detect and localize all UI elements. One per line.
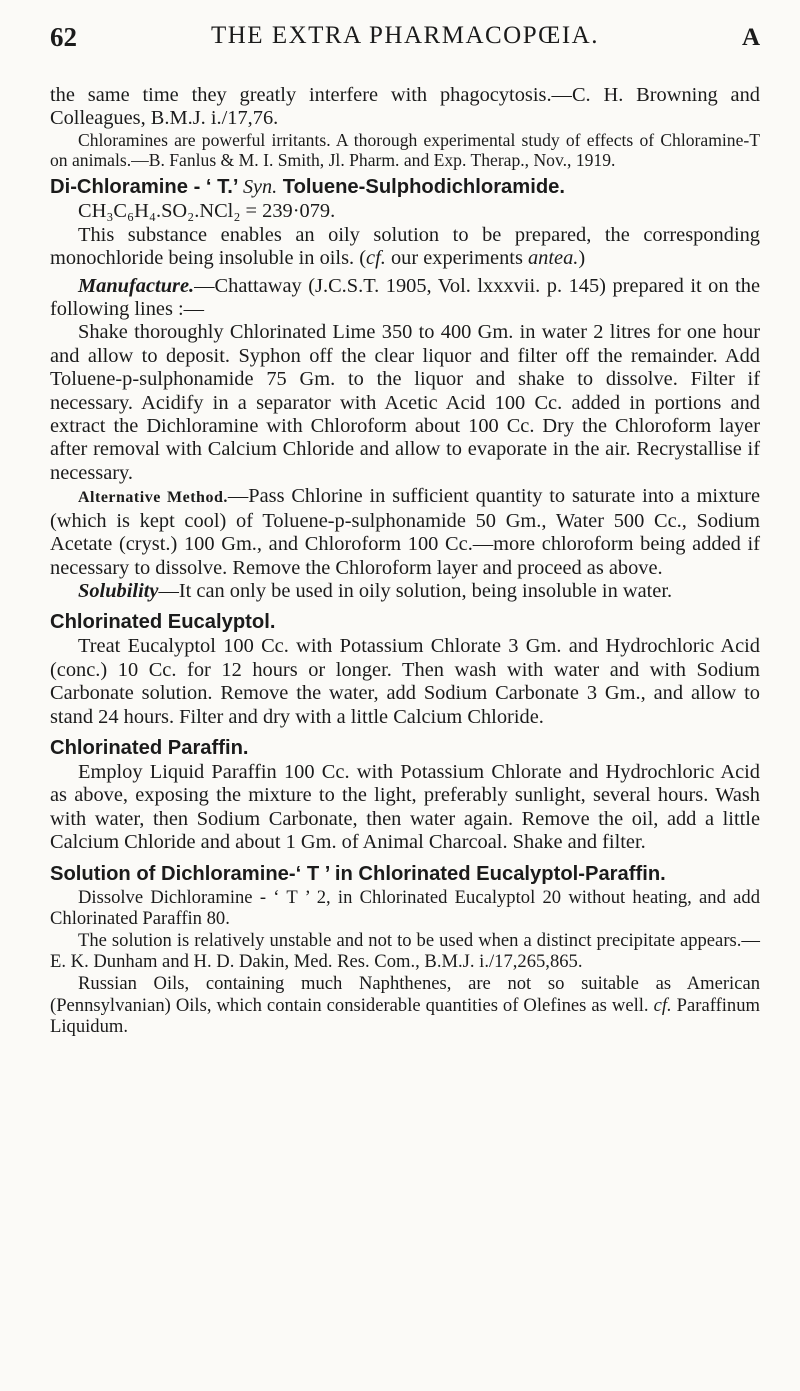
desc-part-a: This substance enables an oily solution to be prepared, the corresponding monochloride being insoluble in oils. ( bbox=[50, 223, 760, 270]
section-letter: A bbox=[741, 24, 760, 51]
running-title: THE EXTRA PHARMACOPŒIA. bbox=[210, 22, 599, 49]
paraffin-heading: Chlorinated Paraffin. bbox=[50, 736, 249, 759]
page-number: 62 bbox=[50, 22, 77, 52]
paragraph-phagocytosis: the same time they greatly interfere with phagocytosis.—C. H. Browning and Colleagues, B.M.J. i./17,76. bbox=[50, 84, 760, 130]
manufacture-text: —Chattaway (J.C.S.T. 1905, Vol. lxxxvii. p. 145) prepared it on the following lines :— bbox=[50, 274, 760, 321]
alternative-method bbox=[50, 485, 760, 580]
desc-part-b: our experiments bbox=[385, 247, 528, 270]
chemical-formula: CH₃C₆H₄.SO₂.NCl₂ = 239·079. bbox=[78, 200, 336, 223]
paraffin-text: Employ Liquid Paraffin 100 Cc. with Potassium Chlorate and Hydrochloric Acid as above, exposing the mixture to the light, preferably sunlight, several hours. Wash with water, then Sodium Carbonate, then water again. Remove the oil, add a little Calcium Chloride and about 1 Gm. of Animal Charcoal. Shake and filter. bbox=[50, 760, 760, 854]
running-header bbox=[50, 20, 760, 60]
paragraph-chloramines-irritants: Chloramines are powerful irritants. A thorough experimental study of effects of Chloramine-T on animals.—B. Fanlus & M. I. Smith, Jl. Pharm. and Exp. Therap., Nov., 1919. bbox=[50, 129, 760, 170]
russian-oils-text: Russian Oils, containing much Naphthenes, are not so suitable as American (Pennsylvanian) Oils, which contain considerable quantities of Olefines as well. bbox=[50, 972, 760, 1016]
desc-part-c: ) bbox=[578, 247, 586, 270]
eucalyptol-text: Treat Eucalyptol 100 Cc. with Potassium Chlorate 3 Gm. and Hydrochloric Acid (conc.) 10 Cc. for 12 hours or longer. Then wash with water and with Sodium Carbonate solution. Remove the water, add Sodium Carbonate 3 Gm., and allow to stand 24 hours. Filter and dry with a little Calcium Chloride. bbox=[50, 635, 760, 728]
desc-cf: cf. bbox=[366, 247, 386, 270]
solution-heading: Solution of Dichloramine-‘ T ’ in Chlorinated Eucalyptol-Paraffin. bbox=[50, 862, 666, 885]
solubility bbox=[50, 580, 760, 603]
desc-antea: antea. bbox=[527, 247, 579, 270]
alternative-text: —Pass Chlorine in sufficient quantity to saturate into a mixture (which is kept cool) of Toluene-p-sulphonamide 50 Gm., Water 500 Cc., Sodium Acetate (cryst.) 100 Gm., and Chloroform 100 Cc.—more chloroform being added if necessary to dissolve. Remove the Chloroform layer and proceed as above. bbox=[50, 485, 760, 579]
syn-label: Syn. bbox=[242, 176, 278, 199]
manufacture-procedure: Shake thoroughly Chlorinated Lime 350 to 400 Gm. in water 2 litres for one hour and allow to deposit. Syphon off the clear liquor and filter off the remainder. Add Toluene-p-sulphonamide 75 Gm. to the liquor and shake to dissolve. Filter if necessary. Acidify in a separator with Acetic Acid 100 Cc. added in portions and extract the Dichloramine with Chloroform about 100 Cc. Dry the Chloroform layer after removal with Calcium Chloride and allow to evaporate in the air. Recrystallise if necessary. bbox=[50, 321, 760, 484]
solution-text-2: The solution is relatively unstable and not to be used when a distinct precipitate appears.—E. K. Dunham and H. D. Dakin, Med. Res. Com., B.M.J. i./17,265,865. bbox=[50, 929, 760, 973]
syn-name: Toluene-Sulphodichloramide. bbox=[282, 176, 566, 199]
solution-text-1: Dissolve Dichloramine - ‘ T ’ 2, in Chlorinated Eucalyptol 20 without heating, and add Chlorinated Paraffin 80. bbox=[50, 886, 760, 930]
solution-text-3 bbox=[50, 973, 760, 1038]
page-body bbox=[50, 84, 760, 1038]
eucalyptol-heading: Chlorinated Eucalyptol. bbox=[50, 611, 276, 634]
russian-oils-cf: cf. bbox=[653, 994, 672, 1016]
solubility-text: —It can only be used in oily solution, being insoluble in water. bbox=[158, 579, 673, 602]
dichloramine-heading bbox=[50, 174, 760, 200]
solubility-label: Solubility bbox=[78, 579, 159, 602]
dichloramine-description bbox=[50, 224, 760, 271]
manufacture-intro bbox=[50, 275, 760, 322]
alternative-label: Alternative Method. bbox=[78, 489, 228, 507]
dichloramine-title: Di-Chloramine - ‘ T.’ bbox=[50, 176, 238, 199]
russian-oils-ref: Paraffinum Liquidum. bbox=[50, 994, 760, 1038]
manufacture-label: Manufacture. bbox=[78, 274, 195, 297]
